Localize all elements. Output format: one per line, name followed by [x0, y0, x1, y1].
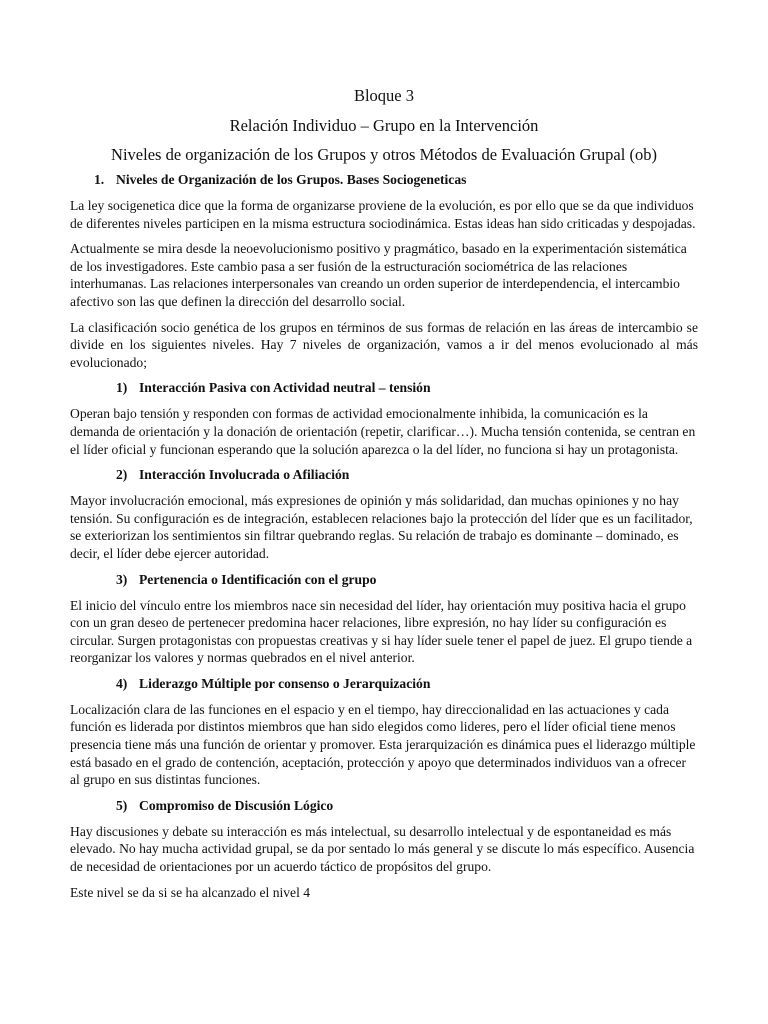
level-heading-2: [70, 466, 698, 483]
level-paragraph-2: Mayor involucración emocional, más expresiones de opinión y más solidaridad, dan muchas opiniones y no hay tensión. Su configuración es de integración, establecen relaciones bajo la protección del líder que es un facilitador, se exteriorizan los sentimientos sin filtrar quebrando reglas. Su relación de trabajo es dominante – dominado, es decir, el líder debe ejercer autoridad.: [70, 493, 693, 561]
level-number: 5): [116, 797, 128, 813]
level-heading-text: Liderazgo Múltiple por consenso o Jerarquización: [139, 675, 431, 691]
section-number: 1.: [94, 172, 105, 187]
level-paragraph-4: Localización clara de las funciones en el espacio y en el tiempo, hay direccionalidad en las actuaciones y cada función es liderada por distintos miembros que han sido elegidos como lideres, pero el líder oficial tiene menos presencia tiene más una función de orientar y promover. Esta jerarquización es dinámica pues el liderazgo múltiple está basado en el grado de contención, aceptación, protección y apoyo que determinados individuos van a ofrecer al grupo en sus distintas funciones.: [70, 701, 696, 788]
level-number: 3): [116, 571, 128, 587]
intro-paragraph-3: La clasificación socio genética de los grupos en términos de sus formas de relación en las áreas de intercambio se divide en los siguientes niveles. Hay 7 niveles de organización, vamos a ir del menos evolucionado al más evolucionado;: [70, 319, 698, 370]
document-subtitle: Relación Individuo – Grupo en la Intervención: [229, 116, 539, 135]
level-number: 2): [116, 467, 128, 483]
intro-paragraph-2: Actualmente se mira desde la neoevolucionismo positivo y pragmático, basado en la experimentación sistemática de los investigadores. Este cambio pasa a ser fusión de la estructuración sociométrica de las relaciones interhumanas. Las relaciones interpersonales van creando un orden superior de interdependencia, el intercambio afectivo son las que definen la dirección del desarrollo social.: [70, 241, 687, 309]
level-heading-3: [70, 571, 698, 588]
level-paragraph-5: Hay discusiones y debate su interacción es más intelectual, su desarrollo intelectual y de espontaneidad es más elevado. No hay mucha actividad grupal, se da por sentado lo más general y se discute lo más específico. Ausencia de necesidad de orientaciones por un acuerdo táctico de propósitos del grupo.: [70, 823, 695, 875]
document-title: Bloque 3: [353, 86, 415, 105]
level-paragraph-3: El inicio del vínculo entre los miembros nace sin necesidad del líder, hay orientación muy positiva hacia el grupo con un gran deseo de pertenecer predomina hacer relaciones, libre expresión, no hay líder su configuración es circular. Surgen protagonistas con propuestas creativas y si hay líder suele tener el papel de juez. El grupo tiende a reorganizar los valores y normas quebrados en el nivel anterior.: [70, 597, 693, 666]
level-heading-text: Compromiso de Discusión Lógico: [139, 797, 334, 813]
intro-paragraph-1: La ley socigenetica dice que la forma de organizarse proviene de la evolución, es por ello que se da que individuos de diferentes niveles participen en la misma estructura sociodinámica. Estas ideas han sido criticadas y despojadas.: [70, 198, 696, 231]
level-heading-text: Pertenencia o Identificación con el grupo: [139, 571, 377, 587]
level-heading-4: [70, 675, 698, 692]
level-number: 1): [116, 380, 128, 396]
section-heading-1: [70, 171, 698, 188]
level-heading-text: Interacción Pasiva con Actividad neutral – tensión: [139, 380, 431, 396]
level-heading-1: [70, 379, 698, 396]
level-heading-5: [70, 797, 698, 814]
level-paragraph-1: Operan bajo tensión y responden con formas de actividad emocionalmente inhibida, la comunicación es la demanda de orientación y la donación de orientación (repetir, clarificar…). Mucha tensión contenida, se centran en el líder oficial y funcionan esperando que la solución aparezca o la del líder, no funciona si hay un protagonista.: [70, 406, 696, 457]
closing-note: Este nivel se da si se ha alcanzado el nivel 4: [70, 884, 311, 900]
level-number: 4): [116, 675, 128, 691]
document-section-title: Niveles de organización de los Grupos y otros Métodos de Evaluación Grupal (ob): [111, 145, 657, 164]
level-heading-text: Interacción Involucrada o Afiliación: [139, 467, 350, 483]
section-heading-text: Niveles de Organización de los Grupos. Bases Sociogeneticas: [116, 172, 467, 187]
